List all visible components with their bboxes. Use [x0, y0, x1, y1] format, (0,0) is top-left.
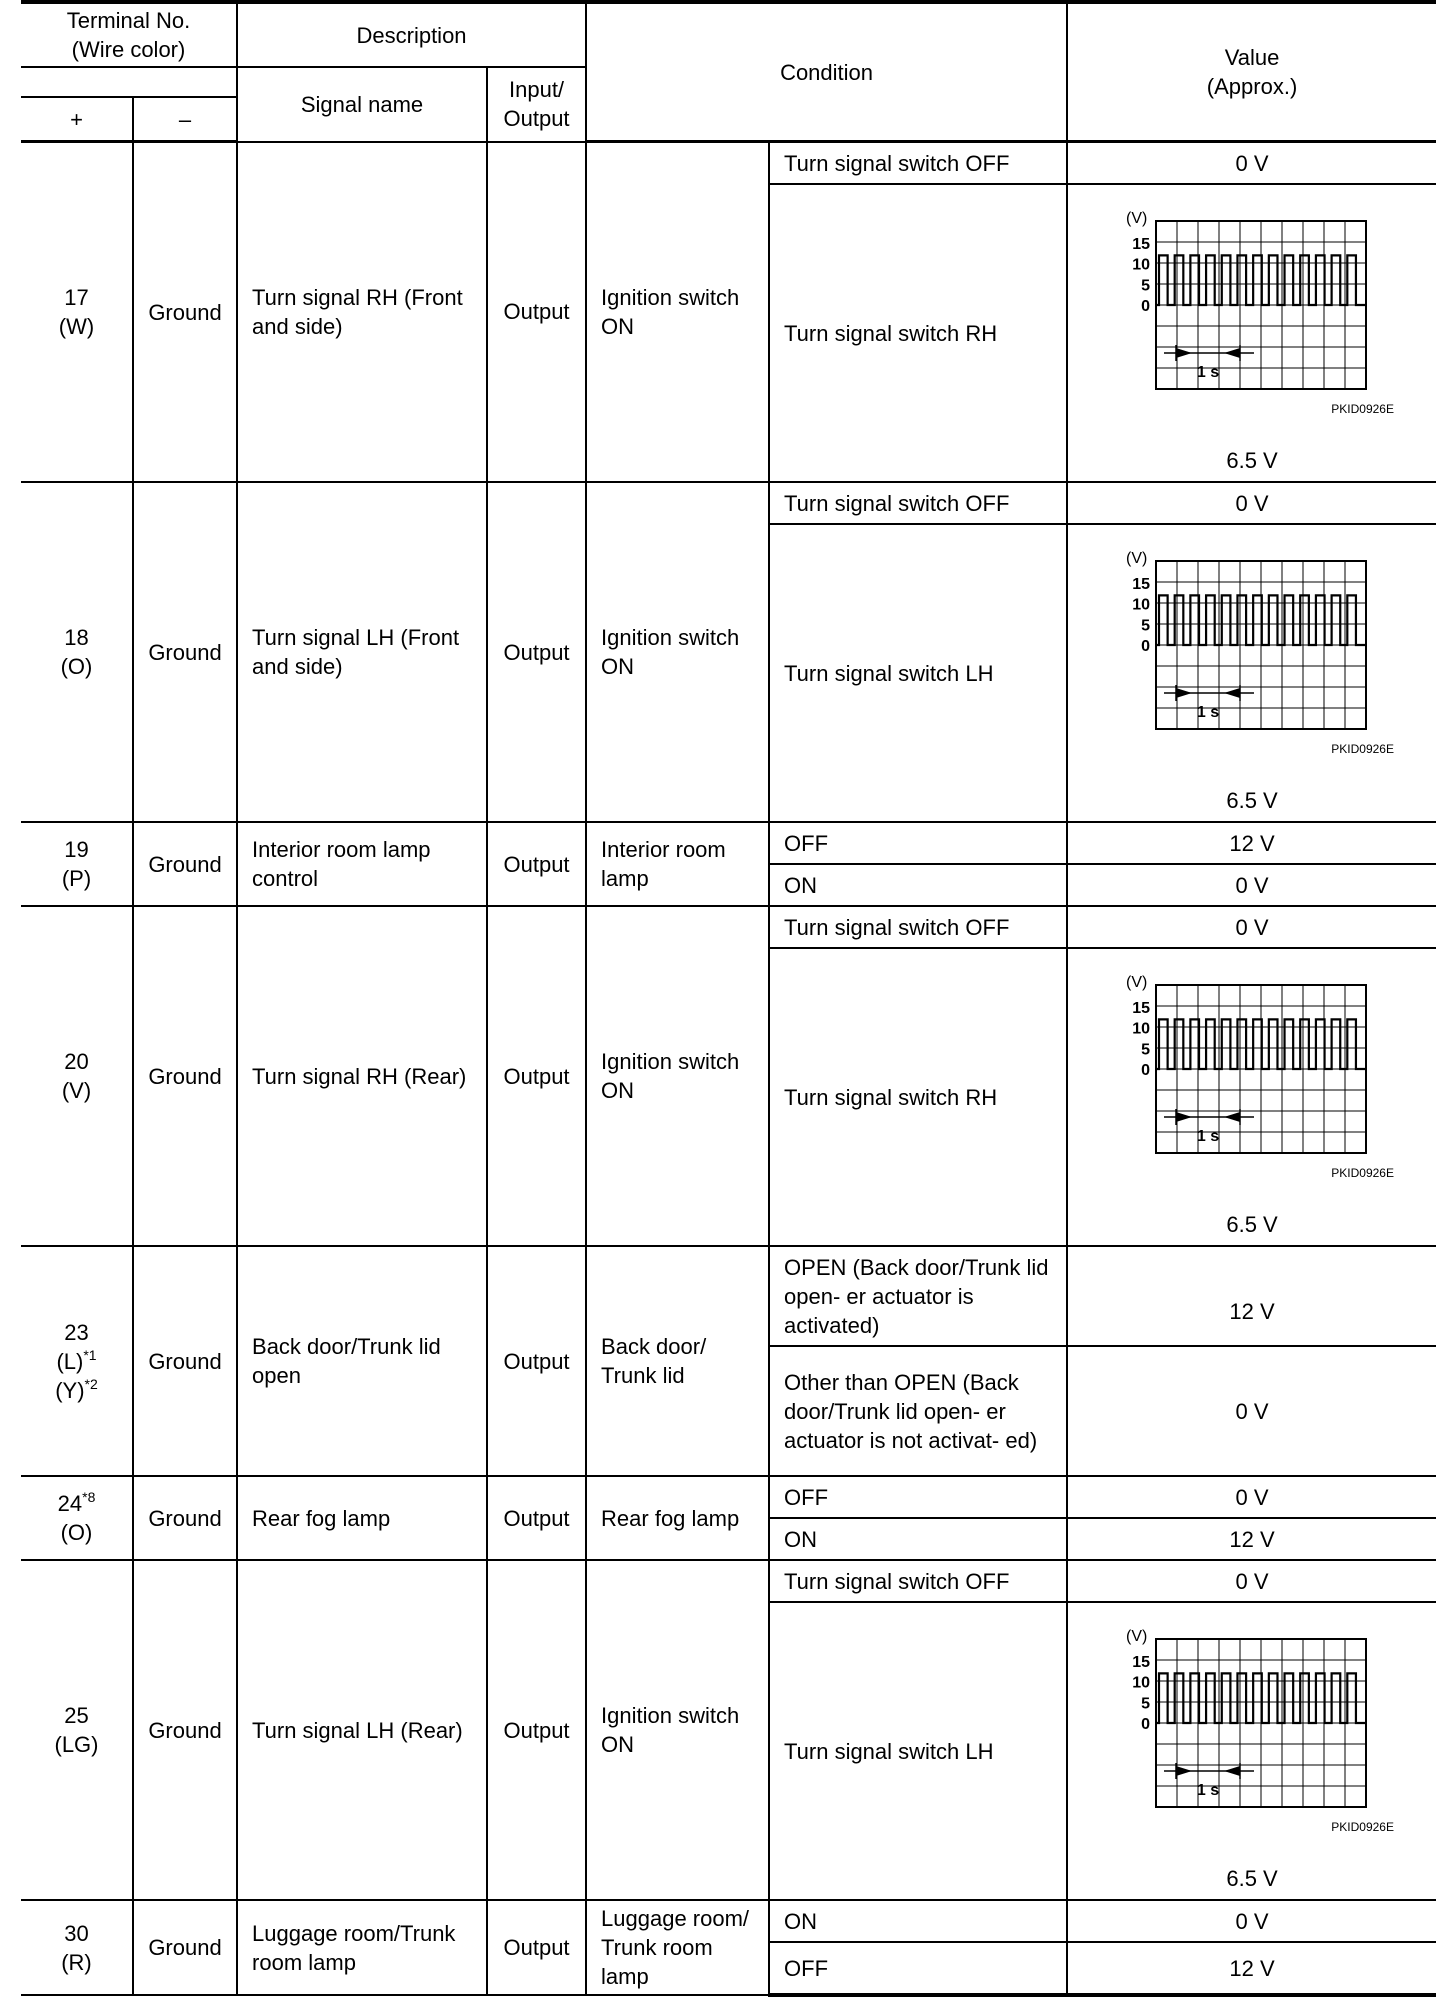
terminal-cell: [21, 1246, 133, 1476]
header-io-line2: Output: [503, 106, 570, 132]
period-label: 1 s: [1196, 1782, 1220, 1799]
wire-color: (O): [60, 654, 93, 679]
terminal-cell: [21, 1560, 133, 1900]
terminal-number: 17: [64, 285, 89, 310]
terminal-cell: [21, 482, 133, 822]
ground-cell: Ground: [133, 142, 237, 483]
sub-condition-cell: ON: [769, 1518, 1067, 1560]
scope-tick-label: 15: [1132, 1000, 1151, 1017]
value-cell: 0 V: [1067, 1900, 1436, 1942]
period-label: 1 s: [1196, 1128, 1220, 1145]
io-cell: Output: [487, 906, 586, 1246]
sub-condition-cell: Turn signal switch LH: [769, 1602, 1067, 1900]
period-label: 1 s: [1196, 704, 1220, 721]
condition-cell: Ignition switch ON: [586, 906, 769, 1246]
waveform-value-cell: [1067, 184, 1436, 482]
value-cell: 12 V: [1067, 1518, 1436, 1560]
header-wire-color-label: (Wire color): [71, 37, 186, 62]
sub-condition-cell: Other than OPEN (Back door/Trunk lid open- er actuator is not activat- ed): [769, 1346, 1067, 1476]
terminal-number: 30: [64, 1920, 89, 1946]
header-condition: Condition: [586, 2, 1067, 142]
header-value-label: Value: [1224, 45, 1280, 70]
terminal-number-text: 24: [57, 1491, 83, 1516]
header-description: Description: [237, 2, 586, 67]
sub-condition-cell: Turn signal switch RH: [769, 184, 1067, 482]
wire-color: (R): [61, 1949, 92, 1975]
wire-color: (W): [58, 314, 95, 339]
period-arrow-right: [1176, 688, 1192, 698]
table-row-17: [21, 142, 1436, 185]
sub-condition-cell: Turn signal switch RH: [769, 948, 1067, 1246]
terminal-cell: [21, 142, 133, 483]
waveform-figure: [1082, 185, 1422, 481]
scope-tick-label: 5: [1141, 1695, 1151, 1713]
waveform-value-cell: [1067, 1602, 1436, 1900]
value-text: 6.5 V: [1226, 788, 1278, 813]
value-cell: 12 V: [1067, 1246, 1436, 1346]
waveform-value-cell: [1067, 948, 1436, 1246]
sub-condition-cell: Turn signal switch OFF: [769, 906, 1067, 948]
wire-color: [35, 1376, 118, 1405]
period-label: 1 s: [1196, 364, 1220, 381]
signal-name-cell: Rear fog lamp: [237, 1476, 487, 1560]
header-terminal-label: Terminal No.: [66, 8, 191, 33]
signal-name-cell: Turn signal RH (Rear): [237, 906, 487, 1246]
figure-ref-code: PKID0926E: [1331, 1166, 1395, 1180]
period-arrow-left: [1224, 1112, 1240, 1122]
terminal-cell: [21, 822, 133, 906]
sub-condition-cell: ON: [769, 1900, 1067, 1942]
io-cell: Output: [487, 1560, 586, 1900]
wire-color: [35, 1347, 118, 1376]
header-minus: –: [133, 97, 237, 142]
ground-cell: Ground: [133, 906, 237, 1246]
terminal-number: 25: [64, 1703, 89, 1728]
waveform-oscilloscope-plot: [1122, 210, 1395, 416]
waveform-oscilloscope-plot: [1122, 550, 1395, 756]
wire-color-2: (Y): [55, 1377, 85, 1403]
signal-name-cell: Interior room lamp control: [237, 822, 487, 906]
terminal-number: 20: [64, 1049, 89, 1074]
io-cell: Output: [487, 1476, 586, 1560]
ground-cell: Ground: [133, 1246, 237, 1476]
sub-condition-cell: OFF: [769, 1476, 1067, 1518]
ground-cell: Ground: [133, 1560, 237, 1900]
sub-condition-cell: OFF: [769, 822, 1067, 864]
waveform-figure: [1082, 949, 1422, 1245]
period-arrow-right: [1176, 1766, 1192, 1776]
value-cell: 12 V: [1067, 822, 1436, 864]
sub-condition-cell: Turn signal switch OFF: [769, 142, 1067, 185]
header-approx-label: (Approx.): [1206, 74, 1298, 99]
value-text: 6.5 V: [1226, 1866, 1278, 1891]
header-value: [1067, 2, 1436, 142]
scope-unit-label: (V): [1126, 1628, 1148, 1645]
wire-color: (V): [61, 1078, 92, 1103]
value-cell: 0 V: [1067, 1346, 1436, 1476]
ground-cell: Ground: [133, 1900, 237, 1995]
header-input-output: [487, 67, 586, 142]
sub-condition-cell: Turn signal switch OFF: [769, 1560, 1067, 1602]
sub-condition-cell: Turn signal switch OFF: [769, 482, 1067, 524]
io-cell: Output: [487, 1246, 586, 1476]
sub-condition-cell: Turn signal switch LH: [769, 524, 1067, 822]
period-arrow-right: [1176, 1112, 1192, 1122]
terminal-cell: [21, 1476, 133, 1560]
waveform-oscilloscope-plot: [1122, 1628, 1395, 1834]
scope-tick-label: 5: [1141, 617, 1151, 635]
signal-name-cell: Turn signal LH (Front and side): [237, 482, 487, 822]
waveform-oscilloscope-plot: [1122, 974, 1395, 1180]
condition-cell: Ignition switch ON: [586, 142, 769, 483]
io-cell: Output: [487, 482, 586, 822]
ground-cell: Ground: [133, 822, 237, 906]
value-cell: 12 V: [1067, 1942, 1436, 1995]
signal-name-cell: Turn signal RH (Front and side): [237, 142, 487, 483]
sub-condition-cell: OFF: [769, 1942, 1067, 1995]
figure-ref-code: PKID0926E: [1331, 742, 1395, 756]
scope-tick-label: 0: [1141, 298, 1151, 315]
scope-tick-label: 5: [1141, 277, 1151, 295]
terminal-spec-table-container: [21, 0, 1436, 1997]
header-terminal-spacer: [21, 67, 237, 97]
wire-color: (LG): [54, 1732, 99, 1757]
signal-name-cell: Back door/Trunk lid open: [237, 1246, 487, 1476]
header-io-line1: Input/: [509, 77, 565, 103]
signal-name-cell: Turn signal LH (Rear): [237, 1560, 487, 1900]
scope-tick-label: 15: [1132, 236, 1151, 253]
footnote-mark: *8: [82, 1489, 96, 1505]
table-row-25: [21, 1560, 1436, 1602]
scope-unit-label: (V): [1126, 974, 1148, 991]
value-cell: 0 V: [1067, 482, 1436, 524]
header-plus: +: [21, 97, 133, 142]
scope-tick-label: 10: [1132, 596, 1151, 614]
period-arrow-right: [1176, 348, 1192, 358]
table-row-24: [21, 1476, 1436, 1518]
waveform-figure: [1082, 525, 1422, 821]
waveform-value-cell: [1067, 524, 1436, 822]
condition-cell: Rear fog lamp: [586, 1476, 769, 1560]
footnote-mark: *2: [84, 1375, 98, 1392]
header-signal-name: Signal name: [237, 67, 487, 142]
sub-condition-cell: ON: [769, 864, 1067, 906]
scope-unit-label: (V): [1126, 550, 1148, 567]
value-cell: 0 V: [1067, 1476, 1436, 1518]
value-cell: 0 V: [1067, 1560, 1436, 1602]
terminal-number: 18: [64, 625, 89, 650]
terminal-cell: [21, 1900, 133, 1995]
condition-cell: Ignition switch ON: [586, 482, 769, 822]
waveform-figure: [1082, 1603, 1422, 1899]
scope-tick-label: 15: [1132, 1654, 1151, 1671]
value-text: 6.5 V: [1226, 448, 1278, 473]
condition-cell: Luggage room/ Trunk room lamp: [586, 1900, 769, 1995]
period-arrow-left: [1224, 688, 1240, 698]
scope-tick-label: 15: [1132, 576, 1151, 593]
scope-tick-label: 0: [1141, 638, 1151, 655]
value-cell: 0 V: [1067, 864, 1436, 906]
scope-tick-label: 10: [1132, 1020, 1151, 1038]
wire-color: (P): [61, 866, 92, 891]
scope-tick-label: 10: [1132, 1674, 1151, 1692]
wire-color-1: (L): [56, 1348, 84, 1374]
period-arrow-left: [1224, 1766, 1240, 1776]
value-cell: 0 V: [1067, 142, 1436, 185]
ground-cell: Ground: [133, 482, 237, 822]
terminal-spec-table: [21, 0, 1436, 1997]
figure-ref-code: PKID0926E: [1331, 1820, 1395, 1834]
scope-tick-label: 10: [1132, 256, 1151, 274]
table-row-30: [21, 1900, 1436, 1942]
signal-name-cell: Luggage room/Trunk room lamp: [237, 1900, 487, 1995]
table-row-20: [21, 906, 1436, 948]
terminal-cell: [21, 906, 133, 1246]
scope-tick-label: 0: [1141, 1062, 1151, 1079]
value-text: 6.5 V: [1226, 1212, 1278, 1237]
sub-condition-cell: OPEN (Back door/Trunk lid open- er actuator is activated): [769, 1246, 1067, 1346]
ground-cell: Ground: [133, 1476, 237, 1560]
scope-unit-label: (V): [1126, 210, 1148, 227]
value-cell: 0 V: [1067, 906, 1436, 948]
io-cell: Output: [487, 142, 586, 483]
table-row-23: [21, 1246, 1436, 1346]
header-terminal: [21, 2, 237, 67]
period-arrow-left: [1224, 348, 1240, 358]
scope-tick-label: 0: [1141, 1716, 1151, 1733]
terminal-number: 19: [64, 837, 89, 862]
terminal-number: [35, 1489, 118, 1518]
condition-cell: Ignition switch ON: [586, 1560, 769, 1900]
wire-color: (O): [60, 1520, 93, 1545]
table-row-18: [21, 482, 1436, 524]
figure-ref-code: PKID0926E: [1331, 402, 1395, 416]
terminal-number: 23: [64, 1319, 89, 1345]
io-cell: Output: [487, 822, 586, 906]
condition-cell: Back door/ Trunk lid: [586, 1246, 769, 1476]
condition-cell: Interior room lamp: [586, 822, 769, 906]
footnote-mark: *1: [83, 1346, 97, 1363]
table-row-19: [21, 822, 1436, 864]
io-cell: Output: [487, 1900, 586, 1995]
scope-tick-label: 5: [1141, 1041, 1151, 1059]
